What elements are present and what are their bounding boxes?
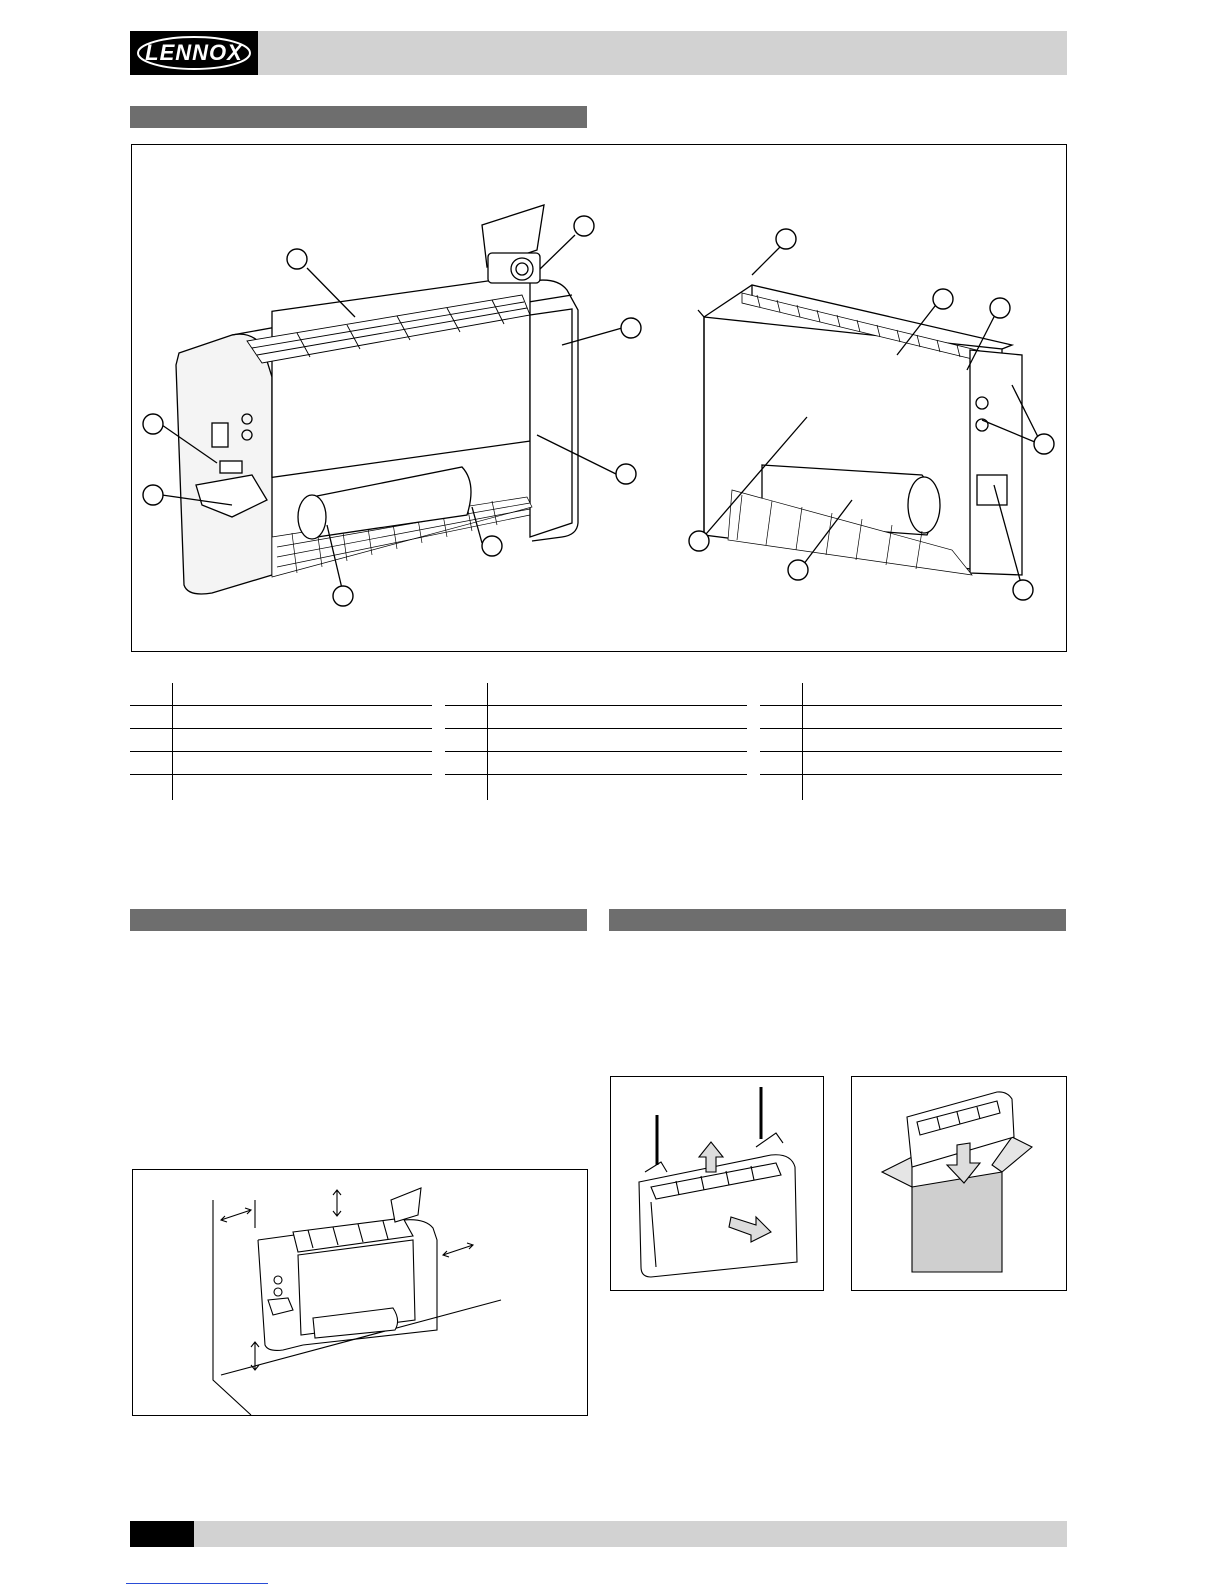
page-number-box [130, 1521, 194, 1547]
callout-2 [574, 216, 594, 236]
callout-12 [1034, 434, 1054, 454]
callout-10 [933, 289, 953, 309]
clearance-drawing [133, 1170, 587, 1415]
callout-11 [990, 298, 1010, 318]
unpacking-step2-frame [851, 1076, 1067, 1291]
section-header-bar-description [130, 106, 587, 128]
callout-7 [333, 586, 353, 606]
callout-14 [788, 560, 808, 580]
callout-6 [482, 536, 502, 556]
callout-5 [143, 485, 163, 505]
unpacking-step1-frame [610, 1076, 824, 1291]
legend-table [130, 683, 1065, 800]
clearance-figure-frame [132, 1169, 588, 1416]
callout-9 [776, 229, 796, 249]
section-header-bar-installation [130, 909, 587, 931]
callout-15 [1013, 580, 1033, 600]
callout-13 [689, 531, 709, 551]
lennox-logo [130, 31, 258, 75]
fan-coil-exploded-drawing [132, 145, 1066, 651]
unpacking-step1-drawing [611, 1077, 823, 1290]
callout-1 [287, 249, 307, 269]
main-figure-frame [131, 144, 1067, 652]
callout-4 [143, 414, 163, 434]
callout-8 [616, 464, 636, 484]
section-header-bar-unpacking [609, 909, 1066, 931]
brand-name: LENNOX [145, 40, 243, 65]
footer-bar [130, 1521, 1067, 1547]
unpacking-step2-drawing [852, 1077, 1066, 1290]
callout-3 [621, 318, 641, 338]
header-bar [130, 31, 1067, 75]
